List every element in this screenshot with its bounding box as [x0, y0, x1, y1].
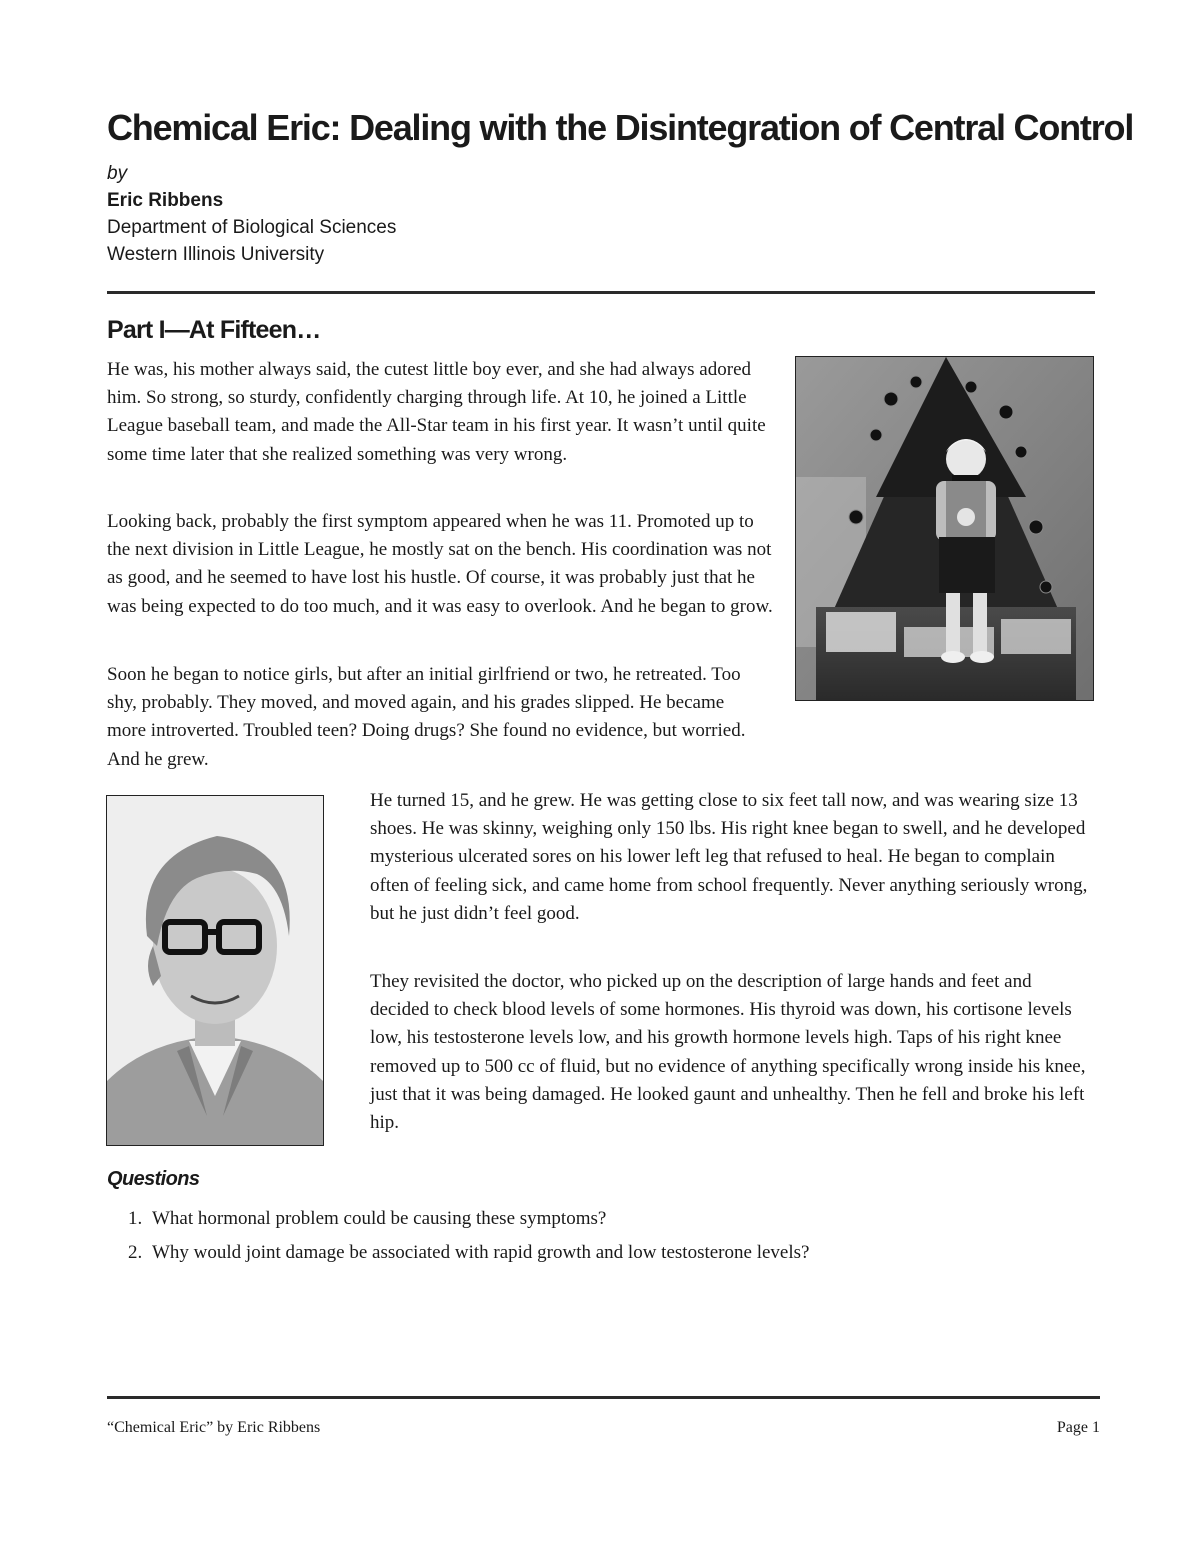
paragraph-3: Soon he began to notice girls, but after an initial girlfriend or two, he retreated. Too shy, probably. They moved, and moved again, and his grades slipped. He became more introverted. Troubled teen? Doing drugs? She found no evidence, but worried. And he grew.	[107, 664, 746, 770]
paragraph-2: Looking back, probably the first symptom appeared when he was 11. Promoted up to the next division in Little League, he mostly sat on the bench. His coordination was not as good, and he seemed to have lost his hustle. Of course, it was probably just that he was being expected to do too much, and it was easy to overlook. And he began to grow.	[107, 511, 773, 617]
question-number: 1.	[128, 1208, 143, 1229]
author-university: Western Illinois University	[107, 244, 325, 265]
section-heading: Part I—At Fifteen…	[107, 316, 321, 344]
byline	[107, 160, 396, 268]
document-title: Chemical Eric: Dealing with the Disintegration of Central Control	[107, 107, 1134, 148]
questions-list	[128, 1205, 1088, 1273]
page-number: Page 1	[1056, 1419, 1100, 1436]
question-number: 2.	[128, 1242, 143, 1263]
question-text: Why would joint damage be associated with rapid growth and low testosterone levels?	[152, 1242, 810, 1263]
paragraph-1: He was, his mother always said, the cutest little boy ever, and she had always adored him. So strong, so sturdy, confidently charging through life. At 10, he joined a Little League baseball team, and made the All-Star team in his first year. It wasn’t until quite some time later that she realized something was very wrong.	[107, 359, 766, 465]
questions-heading: Questions	[107, 1168, 200, 1190]
question-item	[128, 1239, 1088, 1266]
teen-portrait-image	[107, 796, 323, 1145]
question-item	[128, 1205, 1088, 1232]
author-department: Department of Biological Sciences	[107, 217, 397, 238]
teen-portrait-photo	[106, 795, 324, 1146]
footer-divider	[107, 1396, 1100, 1399]
paragraph-4: He turned 15, and he grew. He was getting close to six feet tall now, and was wearing size 13 shoes. He was skinny, weighing only 150 lbs. His right knee began to swell, and he developed mysterious ulcerated sores on his lower left leg that refused to heal. He began to complain often of feeling sick, and came home from school frequently. Never anything seriously wrong, but he just didn’t feel good.	[370, 790, 1088, 924]
header-divider	[107, 291, 1095, 294]
footer-citation: “Chemical Eric” by Eric Ribbens	[107, 1419, 321, 1436]
author-name: Eric Ribbens	[107, 190, 224, 211]
byline-by: by	[107, 163, 128, 184]
question-text: What hormonal problem could be causing these symptoms?	[152, 1208, 607, 1229]
childhood-christmas-photo	[795, 356, 1094, 701]
paragraph-5: They revisited the doctor, who picked up on the description of large hands and feet and decided to check blood levels of some hormones. His thyroid was down, his cortisone levels low, his testosterone levels low, and his growth hormone levels high. Taps of his right knee removed up to 500 cc of fluid, but no evidence of anything specifically wrong inside his knee, just that it was being damaged. He looked gaunt and unhealthy. Then he fell and broke his left hip.	[370, 971, 1086, 1134]
childhood-photo-image	[796, 357, 1093, 700]
